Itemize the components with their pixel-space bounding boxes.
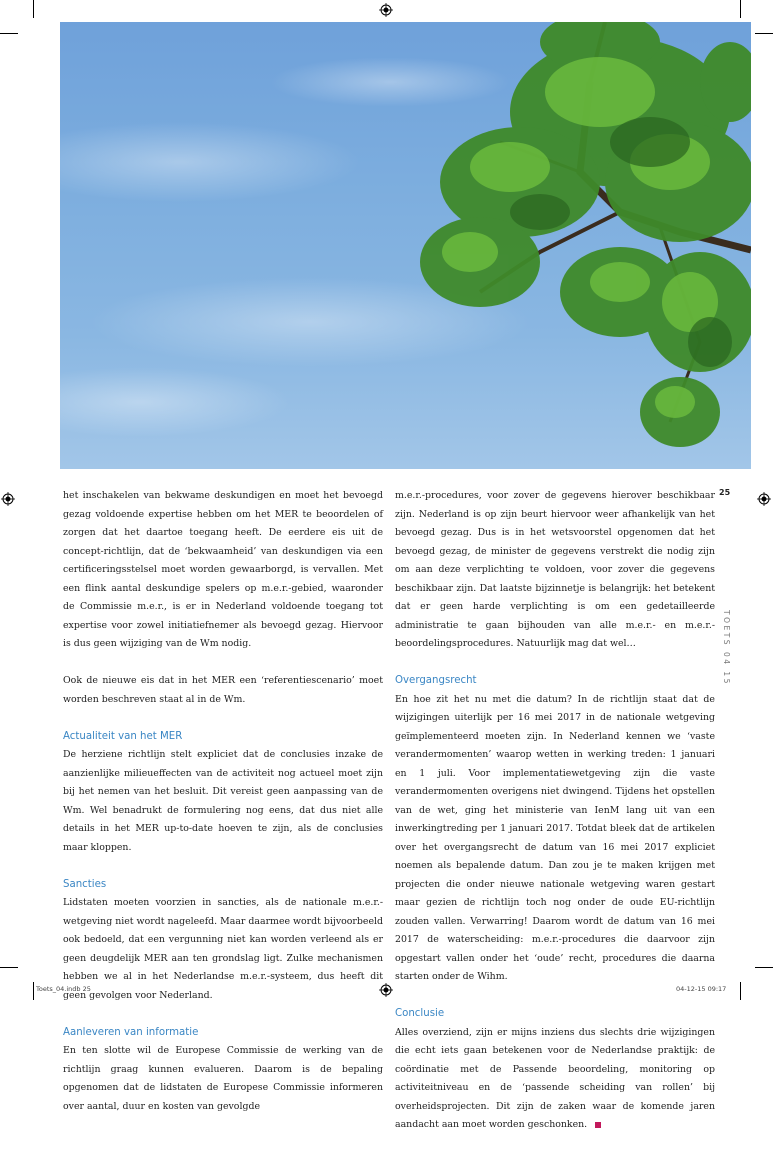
crop-mark [0,33,18,34]
paragraph: En ten slotte wil de Europese Commissie de werking van de richtlijn graag kunnen evalueren. Daarom is de bepaling opgenomen dat de lidstaten de Europese Commissie informeren over aantal, duur en kosten van gevolgde [63,1045,383,1112]
paragraph: En hoe zit het nu met die datum? In de richtlijn staat dat de wijzigingen uiterlijk per 16 mei 2017 in de nationale wetgeving geïmplementeerd moeten zijn. In Nederland kennen we ‘vaste verandermomenten’ waarop wetten in werking treden: 1 januari en 1 juli. Voor implementatiewetgeving zijn die vaste verandermomenten overigens niet dwingend. Tijdens het opstellen van de wet, ging het ministerie van IenM lang uit van een inwerkingtreding per 1 januari 2017. Totdat bleek dat de artikelen over het overgangsrecht de datum van 16 mei 2017 expliciet noemen als bepalende datum. Dan zou je te maken krijgen met projecten die onder nieuwe nationale wetgeving waren gestart maar gezien de richtlijn toch nog onder de oude EU-richtlijn zouden vallen. Verwarring! Daarom wordt de datum van 16 mei 2017 de waterscheiding: m.e.r.-procedures die daarvoor zijn opgestart vallen onder het ‘oude’ recht, procedures die daarna starten onder de Wihm. [395,693,715,982]
crop-mark [740,982,741,1000]
crop-mark [755,967,773,968]
conclusion-paragraph [395,1024,715,1135]
crop-mark [0,967,18,968]
paragraph: De herziene richtlijn stelt expliciet dat de conclusies inzake de aanzienlijke milieueffecten van de activiteit nog actueel moet zijn bij het nemen van het besluit. Dit vereist geen aanpassing van de Wm. Wel benadrukt de formulering nog eens, dat dus niet alle details in het MER up-to-date hoeven te zijn, als de conclusies maar kloppen. [63,749,383,853]
paragraph: Ook de nieuwe eis dat in het MER een ‘referentiescenario’ moet worden beschreven staat al in de Wm. [63,675,383,705]
footer-timestamp: 04-12-15 09:17 [676,985,727,993]
section-heading: Actualiteit van het MER [63,730,183,742]
paragraph: Lidstaten moeten voorzien in sancties, als de nationale m.e.r.-wetgeving niet wordt nageleefd. Maar daarmee wordt bijvoorbeeld ook bedoeld, dat een vergunning niet kan worden verleend als er geen deugdelijk MER aan ten grondslag ligt. Zulke mechanismen hebben we al in het Nederlandse m.e.r.-systeem, dus heeft dit geen gevolgen voor Nederland. [63,897,383,1001]
section-heading: Overgangsrecht [395,675,477,686]
left-column [63,487,383,1135]
right-column [395,487,715,1153]
footer-file: Toets_04.indb 25 [36,985,91,993]
crop-mark [33,982,34,1000]
section-heading: Sancties [63,878,107,890]
page-number: 25 [719,488,731,497]
crop-mark [755,33,773,34]
registration-mark-icon [1,492,15,506]
crop-mark [740,0,741,18]
registration-mark-icon [379,3,393,17]
paragraph: het inschakelen van bekwame deskundigen en moet het bevoegd gezag voldoende expertise hebben om het MER te beoordelen of zorgen dat het daartoe toegang heeft. De eerdere eis uit de concept-richtlijn, dat de ‘bekwaamheid’ van deskundigen via een certificeringsstelsel moet worden gewaarborgd, is vervallen. Met een flink aantal deskundige spelers op m.e.r.-gebied, waaronder de Commissie m.e.r., is er in Nederland voldoende toegang tot expertise voor zowel initiatiefnemer als bevoegd gezag. Hiervoor is dus geen wijziging van de Wm nodig. [63,490,383,649]
paragraph-text: Alles overziend, zijn er mijns inziens dus slechts drie wijzigingen die echt iets gaan betekenen voor de Nederlandse praktijk: de coördinatie met de Passende beoordeling, monitoring op activiteitniveau en de ‘passende scheiding van rollen’ bij overheidsprojecten. Dit zijn de zaken waar de komende jaren aandacht aan moet worden geschonken. [395,1026,715,1130]
crop-mark [33,0,34,18]
paragraph: m.e.r.-procedures, voor zover de gegevens hierover beschikbaar zijn. Nederland is op zijn beurt hiervoor weer afhankelijk van het bevoegd gezag. Dus is in het wetsvoorstel opgenomen dat het bevoegd gezag, de minister de gegevens verstrekt die nodig zijn om aan deze verplichting te voldoen, voor zover die gegevens beschikbaar zijn. Dat laatste bijzinnetje is belangrijk: het betekent dat er geen harde verplichting is om een gedetailleerde administratie te gaan bijhouden van alle m.e.r.- en m.e.r.-beoordelingsprocedures. Natuurlijk mag dat wel… [395,490,715,649]
tree-illustration [60,22,751,469]
journal-label: TOETS 04 15 [722,610,731,686]
end-of-article-icon [595,1122,601,1128]
section-heading: Aanleveren van informatie [63,1026,199,1038]
tree-sky-photo [60,22,751,469]
registration-mark-icon [757,492,771,506]
section-heading: Conclusie [395,1008,445,1019]
